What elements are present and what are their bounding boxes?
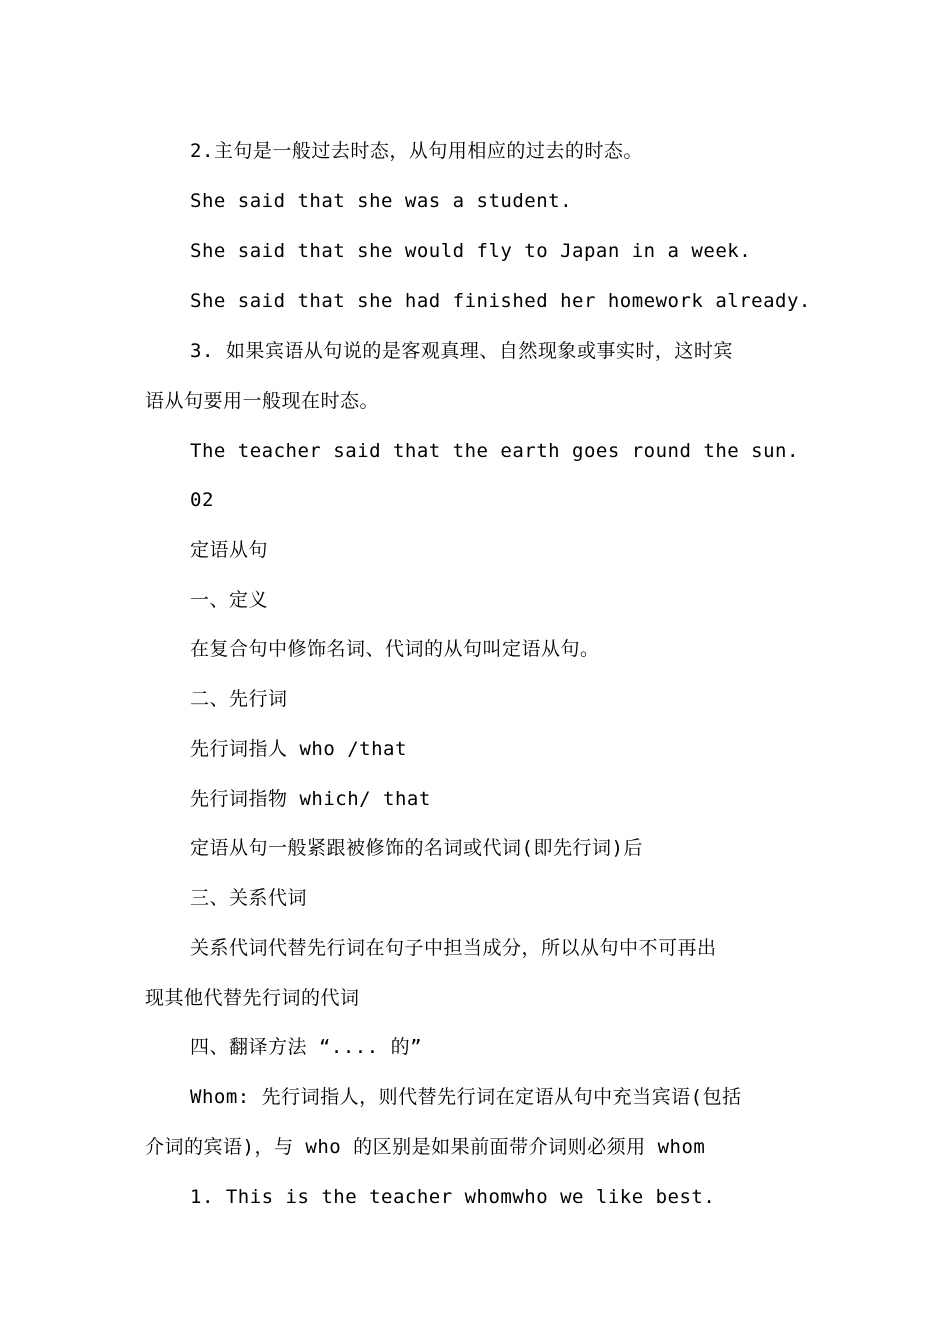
subheading: 一、定义: [190, 589, 269, 611]
text-line: She said that she was a student.: [190, 190, 573, 212]
text-line: 先行词指物 which/ that: [190, 788, 431, 810]
text-line: 介词的宾语)，与 who 的区别是如果前面带介词则必须用 whom: [145, 1136, 706, 1158]
text-line: 2.主句是一般过去时态，从句用相应的过去的时态。: [190, 140, 643, 162]
text-line: 现其他代替先行词的代词: [145, 987, 360, 1009]
text-line: 3. 如果宾语从句说的是客观真理、自然现象或事实时，这时宾: [190, 340, 733, 362]
text-line: Whom: 先行词指人，则代替先行词在定语从句中充当宾语(包括: [190, 1086, 742, 1108]
subheading: 四、翻译方法 “.... 的”: [190, 1036, 423, 1058]
text-line: The teacher said that the earth goes round the sun.: [190, 440, 799, 462]
text-line: 先行词指人 who /that: [190, 738, 407, 760]
text-line: 1. This is the teacher whomwho we like best.: [190, 1186, 716, 1208]
section-title: 定语从句: [190, 539, 269, 561]
text-line: 语从句要用一般现在时态。: [145, 390, 380, 412]
subheading: 二、先行词: [190, 688, 288, 710]
text-line: 在复合句中修饰名词、代词的从句叫定语从句。: [190, 638, 600, 660]
subheading: 三、关系代词: [190, 887, 308, 909]
section-number: 02: [190, 489, 214, 511]
text-line: She said that she would fly to Japan in a week.: [190, 240, 752, 262]
text-line: She said that she had finished her homework already.: [190, 290, 811, 312]
text-line: 定语从句一般紧跟被修饰的名词或代词(即先行词)后: [190, 837, 643, 859]
text-line: 关系代词代替先行词在句子中担当成分，所以从句中不可再出: [190, 937, 717, 959]
